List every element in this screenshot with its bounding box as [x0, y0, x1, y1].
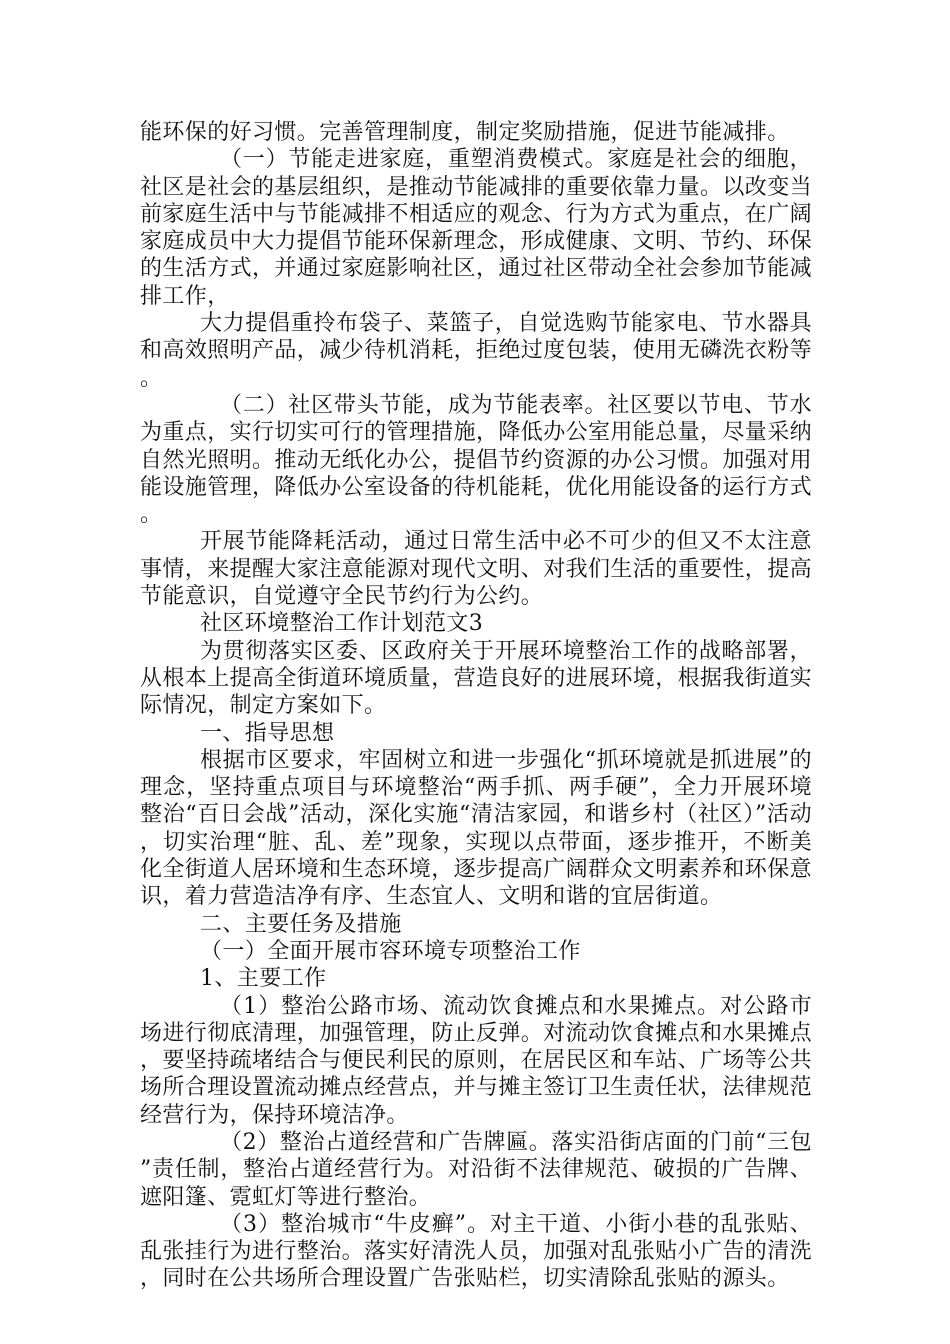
document-body [140, 119, 812, 1293]
paragraph-7: 为贯彻落实区委、区政府关于开展环境整治工作的战略部署，从根本上提高全街道环境质量，营造良好的进展环境，根据我街道实际情况，制定方案如下。 [140, 638, 813, 719]
paragraph-5: 开展节能降耗活动，通过日常生活中必不可少的但又不太注意事情，来提醒大家注意能源对现代文明、对我们生活的重要性，提高节能意识，自觉遵守全民节约行为公约。 [140, 529, 813, 610]
paragraph-1: 能环保的好习惯。完善管理制度，制定奖励措施，促进节能减排。 [140, 120, 790, 145]
paragraph-15: （3）整治城市“牛皮癣”。对主干道、小街小巷的乱张贴、乱张挂行为进行整治。落实好清洗人员，加强对乱张贴小广告的清洗，同时在公共场所合理设置广告张贴栏，切实清除乱张贴的源头。 [140, 1211, 813, 1292]
paragraph-13: （1）整治公路市场、流动饮食摊点和水果摊点。对公路市场进行彻底清理，加强管理，防止反弹。对流动饮食摊点和水果摊点，要坚持疏堵结合与便民利民的原则，在居民区和车站、广场等公共场所合理设置流动摊点经营点，并与摊主签订卫生责任状，法律规范经营行为，保持环境洁净。 [140, 993, 813, 1128]
paragraph-9: 根据市区要求，牢固树立和进一步强化“抓环境就是抓进展”的理念，坚持重点项目与环境整治“两手抓、两手硬”，全力开展环境整治“百日会战”活动，深化实施“清洁家园，和谐乡村（社区）”活动，切实治理“脏、乱、差”现象，实现以点带面，逐步推开，不断美化全街道人居环境和生态环境，逐步提高广阔群众文明素养和环保意识，着力营造洁净有序、生态宜人、文明和谐的宜居街道。 [140, 747, 813, 910]
heading-main-tasks: 二、主要任务及措施 [200, 911, 402, 937]
paragraph-3: 大力提倡重拎布袋子、菜篮子，自觉选购节能家电、节水器具和高效照明产品，减少待机消耗，拒绝过度包装，使用无磷洗衣粉等。 [140, 311, 813, 391]
subheading-city-environment: （一）全面开展市容环境专项整治工作 [200, 938, 581, 964]
paragraph-2: （一）节能走进家庭，重塑消费模式。家庭是社会的细胞，社区是社会的基层组织，是推动节能减排的重要依靠力量。以改变当前家庭生活中与节能减排不相适应的观念、行为方式为重点，在广阔家庭成员中大力提倡节能环保新理念，形成健康、文明、节约、环保的生活方式，并通过家庭影响社区，通过社区带动全社会参加节能减排工作， [140, 147, 813, 309]
paragraph-14: （2）整治占道经营和广告牌匾。落实沿街店面的门前“三包”责任制，整治占道经营行为。对沿街不法律规范、破损的广告牌、遮阳篷、霓虹灯等进行整治。 [140, 1129, 812, 1210]
paragraph-4: （二）社区带头节能，成为节能表率。社区要以节电、节水为重点，实行切实可行的管理措施，降低办公室用能总量，尽量采纳自然光照明。推动无纸化办公，提倡节约资源的办公习惯。加强对用能设施管理，降低办公室设备的待机能耗，优化用能设备的运行方式。 [140, 392, 813, 528]
section-title: 社区环境整治工作计划范文3 [200, 611, 484, 637]
subheading-main-work: 1、主要工作 [200, 966, 327, 992]
heading-guiding-thought: 一、指导思想 [200, 720, 335, 746]
